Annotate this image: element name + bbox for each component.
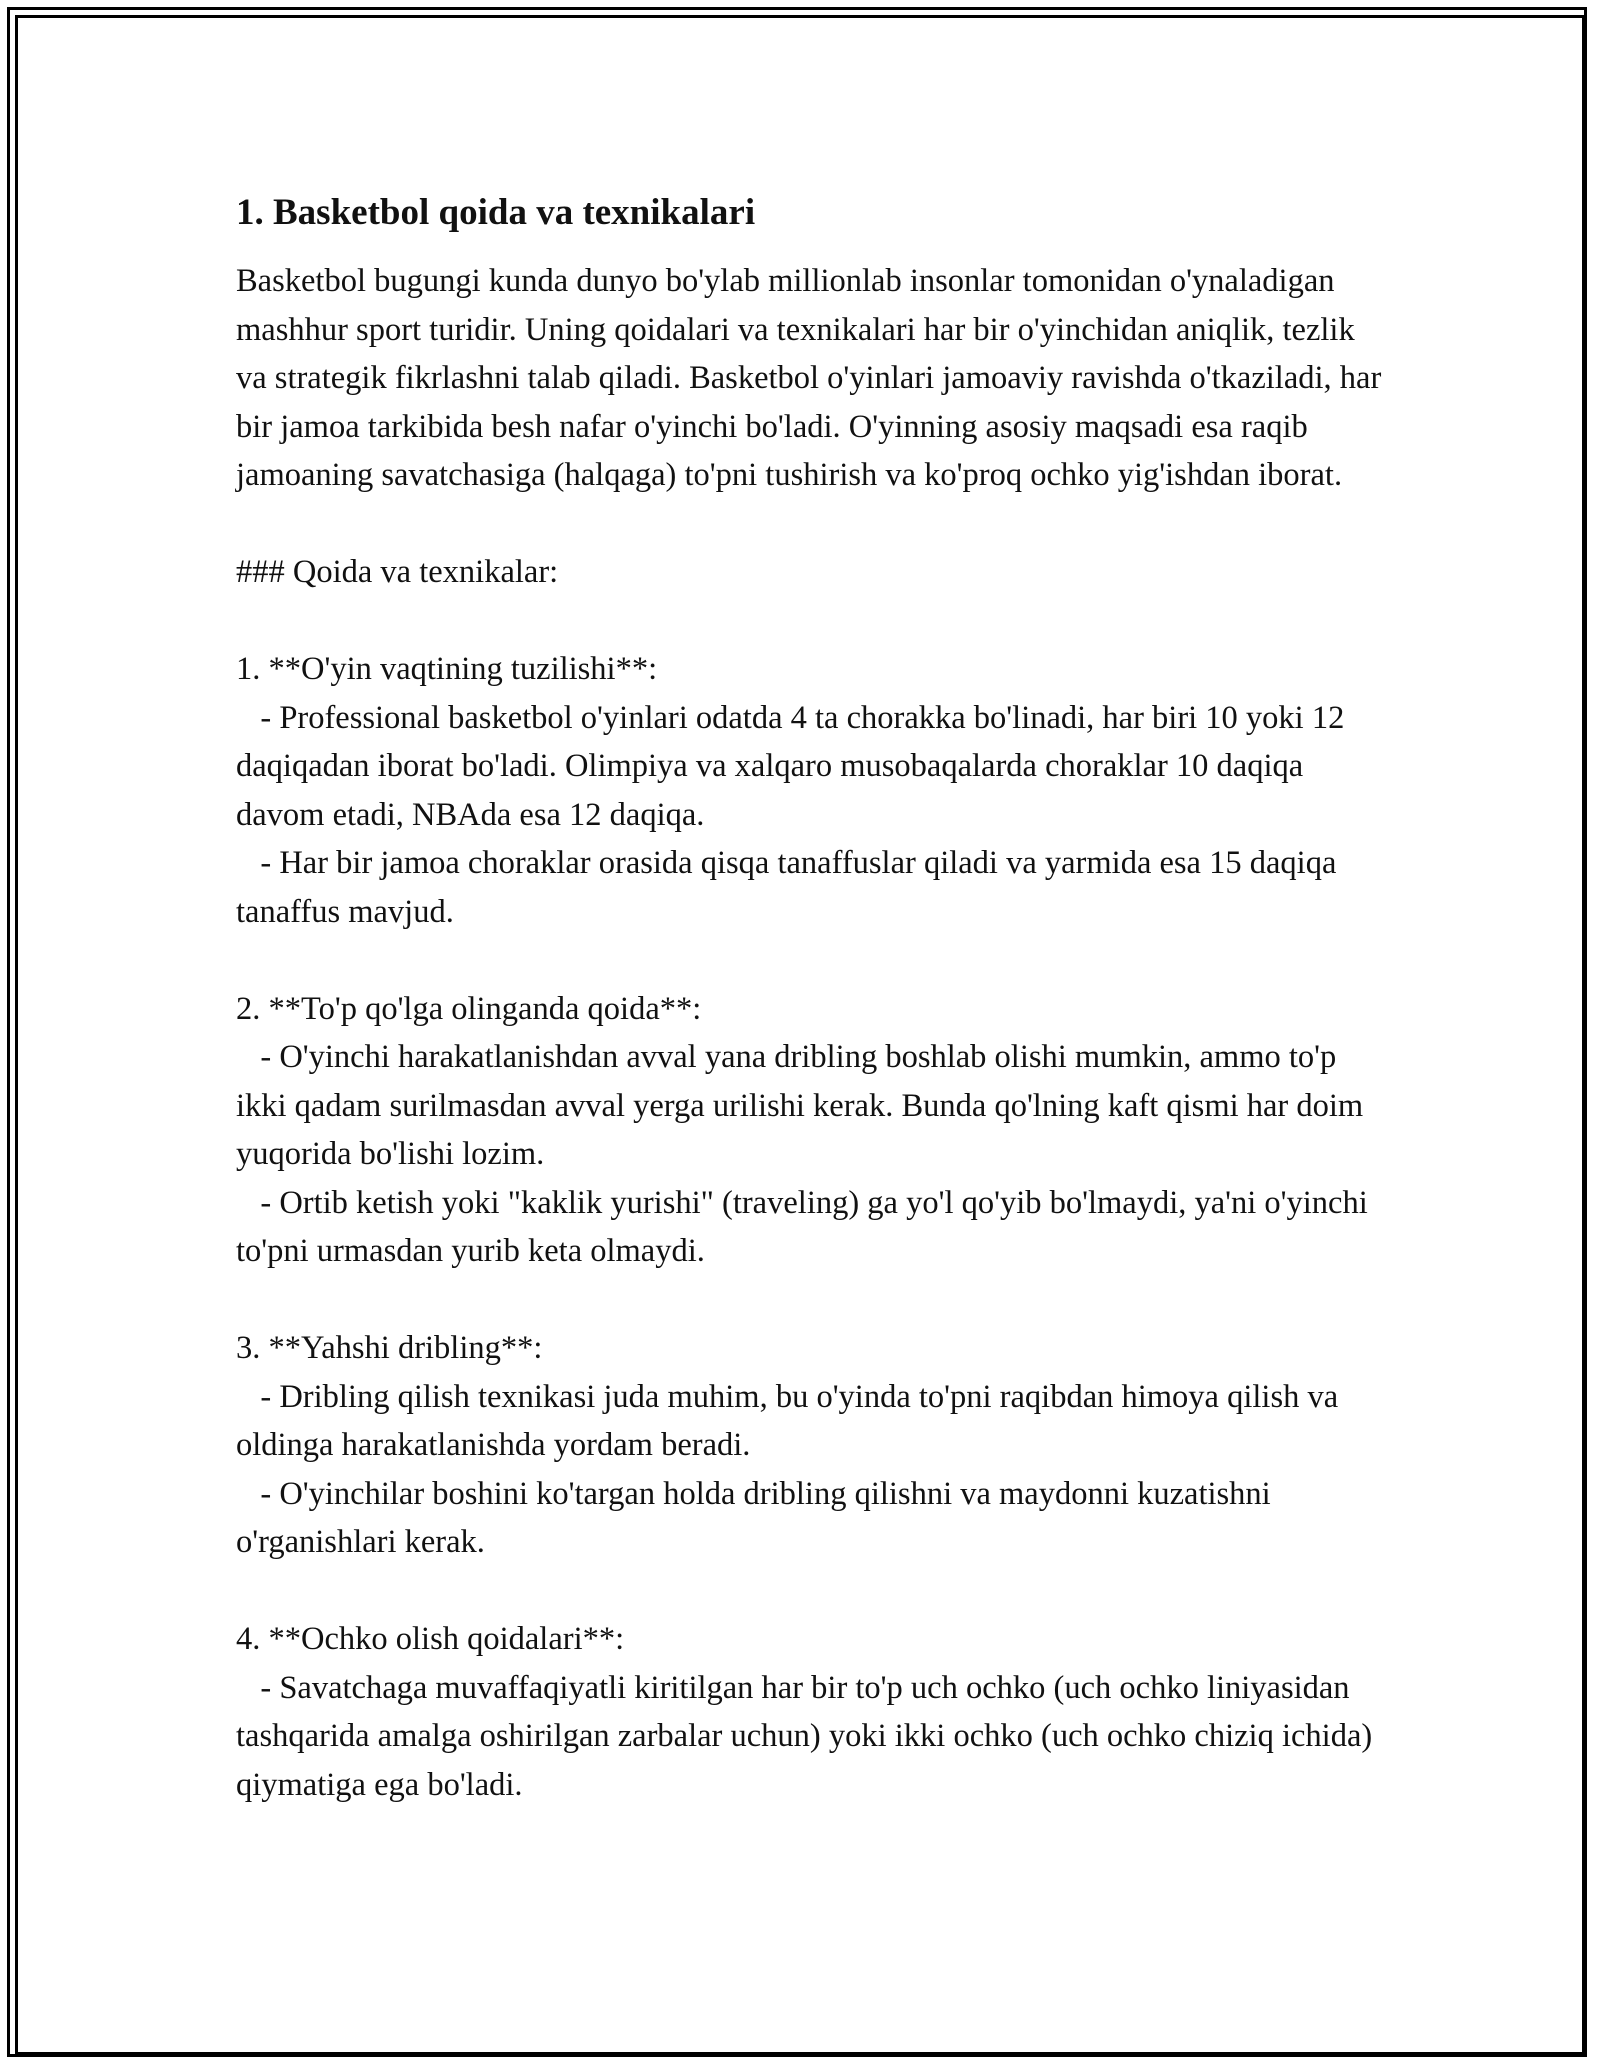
spacer [236,1276,1386,1325]
document-body [236,185,1390,1809]
section-bullet: - Dribling qilish texnikasi juda muhim, bu o'yinda to'pni raqibdan himoya qilish va oldinga harakatlanishda yordam beradi. [236,1378,1347,1463]
subheading: ### Qoida va texnikalar: [236,554,559,590]
spacer [236,500,1386,549]
spacer [236,597,1386,646]
section-bullet: - Professional basketbol o'yinlari odatda 4 ta chorakka bo'linadi, har biri 10 yoki 12 daqiqadan iborat bo'ladi. Olimpiya va xalqaro musobaqalarda choraklar 10 daqiqa davom etadi, NBAda esa 12 daqiqa. [236,699,1353,833]
intro-paragraph: Basketbol bugungi kunda dunyo bo'ylab millionlab insonlar tomonidan o'ynaladigan mashhur sport turidir. Uning qoidalari va texnikalari har bir o'yinchidan aniqlik, tezlik va strategik fikrlashni talab qiladi. Basketbol o'yinlari jamoaviy ravishda o'tkaziladi, har bir jamoa tarkibida besh nafar o'yinchi bo'ladi. O'yinning asosiy maqsadi esa raqib jamoaning savatchasiga (halqaga) to'pni tushirish va ko'proq ochko yig'ishdan iborat. [236,263,1390,493]
section-3 [236,1324,1386,1567]
section-1 [236,645,1386,936]
section-heading: 4. **Ochko olish qoidalari**: [236,1621,625,1657]
document-title: 1. Basketbol qoida va texnikalari [236,192,756,233]
section-bullet: - Savatchaga muvaffaqiyatli kiritilgan har bir to'p uch ochko (uch ochko liniyasidan tashqarida amalga oshirilgan zarbalar uchun) yoki ikki ochko (uch ochko chiziq ichida) qiymatiga ega bo'ladi. [236,1669,1381,1803]
section-bullet: - O'yinchi harakatlanishdan avval yana dribling boshlab olishi mumkin, ammo to'p ikki qadam surilmasdan avval yerga urilishi kerak. Bunda qo'lning kaft qismi har doim yuqorida bo'lishi lozim. [236,1039,1372,1172]
section-heading: 1. **O'yin vaqtining tuzilishi**: [236,651,658,687]
section-4 [236,1615,1386,1809]
section-heading: 3. **Yahshi dribling**: [236,1330,543,1366]
section-bullet: - Har bir jamoa choraklar orasida qisqa tanaffuslar qiladi va yarmida esa 15 daqiqa tanaffus mavjud. [236,845,1345,930]
section-heading: 2. **To'p qo'lga olinganda qoida**: [236,990,702,1027]
spacer [236,1567,1386,1616]
section-2 [236,985,1386,1276]
spacer [236,936,1386,985]
section-bullet: - Ortib ketish yoki "kaklik yurishi" (traveling) ga yo'l qo'yib bo'lmaydi, ya'ni o'yinchi to'pni urmasdan yurib keta olmaydi. [236,1184,1376,1269]
section-bullet: - O'yinchilar boshini ko'targan holda dribling qilishni va maydonni kuzatishni o'rganishlari kerak. [236,1475,1279,1560]
